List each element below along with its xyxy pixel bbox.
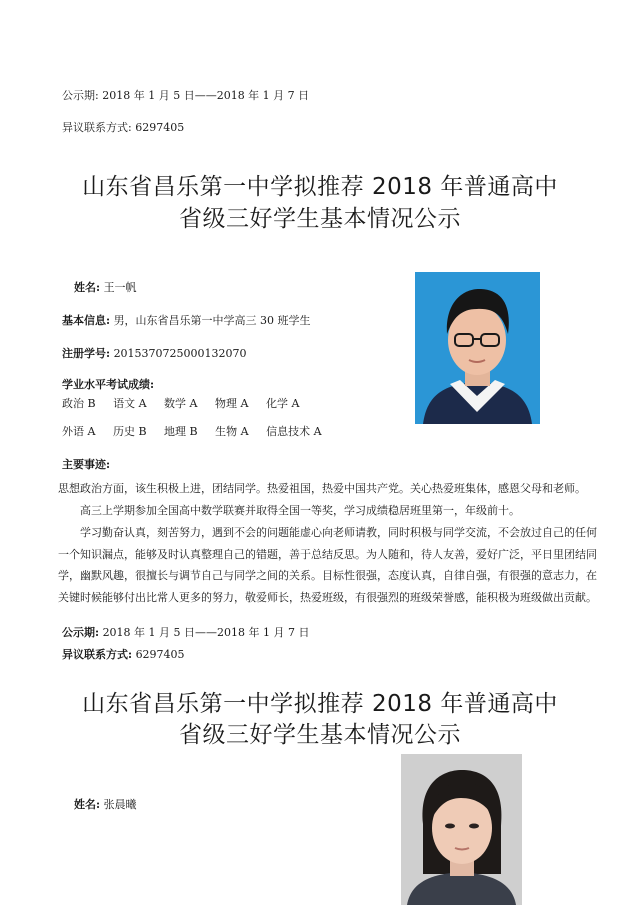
period-label: 公示期: [62,626,100,639]
grade-item: 历史 B [112,425,147,438]
page-subtitle: 省级三好学生基本情况公示 [179,206,461,232]
portrait-illustration [401,754,522,905]
objection-contact [62,121,184,135]
deeds-paragraph-1: 思想政治方面，该生积极上进，团结同学。热爱祖国，热爱中国共产党。关心热爱班集体，感恩父母和老师。 [58,482,586,495]
grade-item: 物理 A [215,397,249,410]
period-value: 2018 年 1 月 5 日——2018 年 1 月 7 日 [102,626,310,639]
period-value: 2018 年 1 月 5 日——2018 年 1 月 7 日 [102,89,310,102]
page-title: 山东省昌乐第一中学拟推荐 2018 年普通高中 [82,174,558,200]
name-value: 王一帆 [103,281,137,294]
contact-label: 异议联系方式: [62,648,133,661]
contact-value: 6297405 [135,121,185,134]
grade-item: 政治 B [62,397,96,410]
grade-item: 语文 A [113,397,147,410]
grade-item: 信息技术 A [266,425,322,438]
publicity-period-2 [62,626,310,640]
student-photo-2 [401,754,522,905]
name-label: 姓名: [74,798,101,811]
reg-label: 注册学号: [62,347,111,360]
deeds-paragraph-2: 高三上学期参加全国高中数学联赛并取得全国一等奖，学习成绩稳居班里第一，年级前十。 [80,504,520,517]
student-name [74,281,137,295]
contact-label: 异议联系方式: [62,121,132,134]
registration-number [62,347,247,361]
grade-item: 外语 A [62,425,96,438]
grade-item: 化学 A [265,397,300,410]
basic-info [62,314,311,328]
grades-row-1 [62,397,313,411]
basic-value: 男，山东省昌乐第一中学高三 30 班学生 [113,314,311,327]
grade-item: 地理 B [164,425,198,438]
publicity-period [62,89,309,103]
student-name-2 [74,798,137,812]
deeds-paragraph-3: 学习勤奋认真，刻苦努力，遇到不会的问题能虚心向老师请教，同时积极与同学交流，不会放过自己的任何一个知识漏点，能够及时认真整理自己的错题，善于总结反思。为人随和，待人友善，爱好广泛，平日里团结同学，幽默风趣，很擅长与调节自己与同学之间的关系。目标性很强，态度认真，自律自强，有很强的意志力，在关键时候能够付出比常人更多的努力，敬爱师长，热爱班级，有很强烈的班级荣誉感，能积极为班级做出贡献。 [58,526,597,604]
grades-row-2 [62,425,336,439]
contact-value: 6297405 [135,648,185,661]
objection-contact-2 [62,648,185,662]
page-title-2: 山东省昌乐第一中学拟推荐 2018 年普通高中 [82,691,558,717]
page-subtitle-2: 省级三好学生基本情况公示 [179,722,461,748]
name-label: 姓名: [74,281,101,294]
period-label: 公示期: [62,89,99,102]
portrait-illustration [415,272,540,424]
grade-item: 数学 A [164,397,198,410]
student-photo-1 [415,272,540,424]
exam-label: 学业水平考试成绩: [62,378,155,391]
grade-item: 生物 A [215,425,249,438]
reg-value: 2015370725000132070 [113,347,247,360]
name-value: 张晨曦 [103,798,137,811]
basic-label: 基本信息: [62,314,111,327]
deeds-label: 主要事迹: [62,458,111,471]
